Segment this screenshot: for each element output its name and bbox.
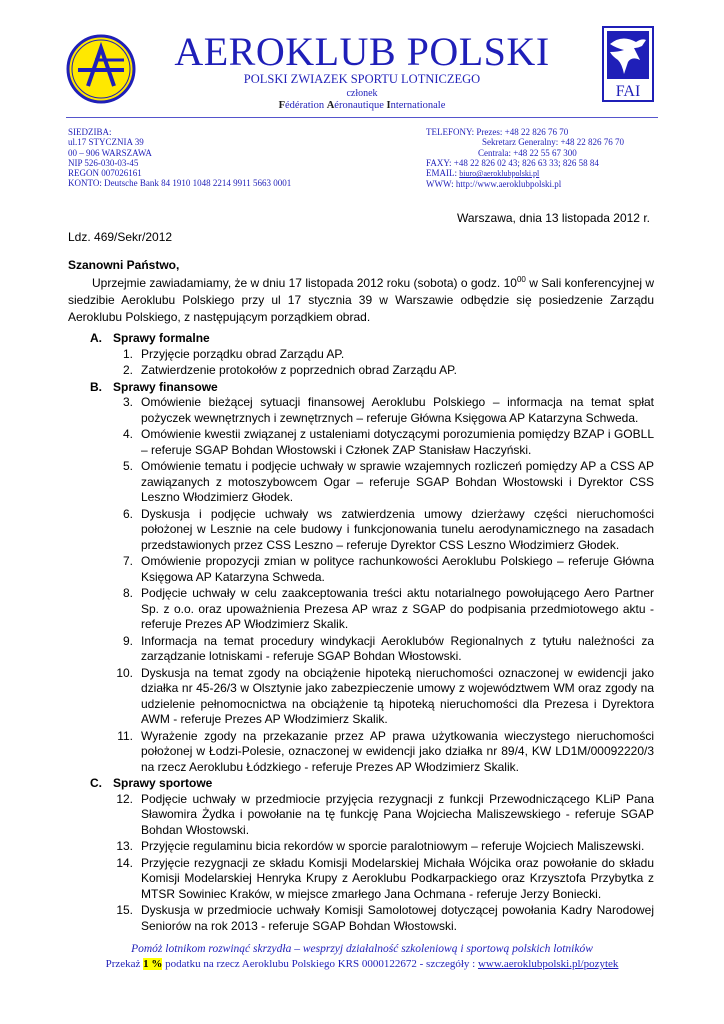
agenda-item bbox=[68, 634, 654, 665]
org-member-label: członek bbox=[346, 88, 378, 99]
item-number: 4. bbox=[122, 427, 133, 441]
section-title: Sprawy formalne bbox=[113, 331, 210, 345]
address-block bbox=[68, 127, 291, 189]
item-number: 6. bbox=[122, 506, 133, 521]
section-key: A. bbox=[90, 331, 102, 345]
org-title: AEROKLUB POLSKI bbox=[174, 29, 550, 74]
item-number: 8. bbox=[122, 586, 133, 600]
item-text: Informacja na temat procedury windykacji Aeroklubów Regionalnych z tytułu należności za zarządzanie lotniskami - referuje SGAP Bohdan Włostowski. bbox=[141, 633, 654, 663]
agenda bbox=[68, 330, 654, 935]
item-text: Dyskusja i podjęcie uchwały ws zatwierdzenia umowy dzierżawy części nieruchomości położonej w Lesznie na cele budowy i funkcjonowania tunelu aerodynamicznego na zasadach przedstawionych przez CSS Leszno – referuje Dyrektor CSS Leszno Włodzimierz Głodek. bbox=[141, 506, 654, 552]
item-text: Omówienie bieżącej sytuacji finansowej Aeroklubu Polskiego – informacja na temat spłat pożyczek wewnętrznych i zewnętrznych – referuje Główna Księgowa AP Katarzyna Schweda. bbox=[141, 395, 654, 425]
agenda-item bbox=[68, 729, 654, 776]
section-key: B. bbox=[90, 379, 102, 394]
item-number: 10. bbox=[116, 665, 133, 680]
address-line: ul.17 STYCZNIA 39 bbox=[68, 137, 144, 148]
item-number: 15. bbox=[116, 903, 133, 917]
agenda-item bbox=[68, 839, 654, 855]
section-key: C. bbox=[90, 776, 102, 790]
section-title: Sprawy finansowe bbox=[113, 379, 218, 394]
phone-president: TELEFONY: Prezes: +48 22 826 76 70 bbox=[426, 127, 569, 137]
address-line: REGON 007026161 bbox=[68, 168, 142, 179]
letter-reference: Ldz. 469/Sekr/2012 bbox=[68, 230, 173, 244]
item-number: 1. bbox=[122, 346, 133, 361]
letter-intro: Uprzejmie zawiadamiamy, że w dniu 17 listopada 2012 roku (sobota) o godz. $10^{00}$ w Sali konferencyjnej w siedzibie Aeroklubu Polskiego przy ul 17 stycznia 39 w Warszawie odbędzie się posiedzenie Zarządu Aeroklubu Polskiego, z następującym porządkiem obrad. bbox=[68, 275, 655, 324]
item-number: 7. bbox=[122, 554, 133, 568]
agenda-item bbox=[68, 427, 654, 458]
item-text: Omówienie propozycji zmian w polityce rachunkowości Aeroklubu Polskiego – referuje Główna Księgowa AP Katarzyna Schweda. bbox=[141, 554, 654, 584]
agenda-item bbox=[68, 459, 654, 506]
item-text: Omówienie kwestii związanej z ustaleniami dotyczącymi porozumienia pomiędzy BZAP i GOBLL – referuje SGAP Bohdan Włostowski i Członek ZAP Stanisław Haczyński. bbox=[141, 427, 654, 457]
item-text: Podjęcie uchwały w celu zaakceptowania treści aktu notarialnego powołującego Aero Partner Sp. z o.o. oraz upoważnienia Prezesa AP wraz z SGAP do podpisania przedmiotowego aktu - referuje Prezes AP Włodzimierz Skalik. bbox=[141, 586, 654, 631]
agenda-item bbox=[68, 586, 654, 633]
agenda-item bbox=[68, 792, 654, 839]
item-text: Przyjęcie porządku obrad Zarządu AP. bbox=[141, 346, 345, 361]
address-line: 00 – 906 WARSZAWA bbox=[68, 147, 152, 158]
footer-slogan: Pomóż lotnikom rozwinąć skrzydła – wesprzyj działalność szkoleniową i sportową polskich lotników bbox=[131, 943, 593, 955]
item-number: 5. bbox=[122, 459, 133, 473]
contact-block bbox=[426, 127, 624, 190]
fai-logo-text: FAI bbox=[615, 83, 641, 100]
agenda-item bbox=[68, 903, 654, 934]
item-number: 13. bbox=[116, 839, 133, 853]
item-text: Przyjęcie rezygnacji ze składu Komisji Modelarskiej Michała Wójcika oraz powołanie do składu Komisji Modelarskiej Henryka Krupy z Aeroklubu Podkarpackiego oraz Krzysztofa Przybytka z MTSR Sowiniec Kraków, w miejsce zmarłego Jana Ochmana - referuje Jerzy Boniecki. bbox=[141, 855, 654, 901]
address-line: NIP 526-030-03-45 bbox=[68, 157, 139, 168]
item-text: Dyskusja w przedmiocie uchwały Komisji Samolotowej dotyczącej powołania Kadry Narodowej Seniorów na rok 2013 - referuje SGAP Bohdan Włostowski. bbox=[141, 903, 654, 933]
www-line[interactable]: WWW: http://www.aeroklubpolski.pl bbox=[426, 179, 562, 190]
email-line: EMAIL: biuro@aeroklubpolski.pl bbox=[426, 168, 540, 179]
agenda-item bbox=[68, 554, 654, 585]
agenda-item bbox=[68, 395, 654, 426]
fax-numbers: FAXY: +48 22 826 02 43; 826 63 33; 826 58 84 bbox=[426, 157, 599, 168]
item-text: Omówienie tematu i podjęcie uchwały w sprawie wzajemnych rozliczeń pomiędzy AP a CSS AP zawiązanych z motoszybowcem Ogar – referuje SGAP Bohdan Włostowski i Dyrektor CSS Leszno Włodzimierz Głodek. bbox=[141, 459, 654, 504]
org-subtitle: POLSKI ZWIAZEK SPORTU LOTNICZEGO bbox=[243, 72, 481, 86]
agenda-item bbox=[68, 363, 654, 379]
agenda-item bbox=[68, 856, 654, 903]
address-line: SIEDZIBA: bbox=[68, 127, 112, 137]
phone-secretary: Sekretarz Generalny: +48 22 826 76 70 bbox=[482, 137, 625, 148]
agenda-item bbox=[68, 347, 654, 363]
item-text: Zatwierdzenie protokołów z poprzednich obrad Zarządu AP. bbox=[141, 363, 457, 377]
item-number: 12. bbox=[116, 791, 133, 806]
agenda-item bbox=[68, 666, 654, 728]
item-number: 2. bbox=[122, 363, 133, 377]
letter-greeting: Szanowni Państwo, bbox=[68, 258, 180, 272]
agenda-section bbox=[68, 776, 654, 792]
item-text: Dyskusja na temat zgody na obciążenie hipoteką nieruchomości oznaczonej w ewidencji jako działka nr 45-26/3 w Olsztynie jako zabezpieczenie umowy z województwem WM oraz zgody na udzielenie pełnomocnictwa na obciążenie tą hipoteką nieruchomości dla Prezesa i Dyrektora AWM - referuje Prezes AP Włodzimierz Skalik. bbox=[141, 665, 654, 726]
agenda-section bbox=[68, 380, 654, 396]
item-number: 3. bbox=[122, 395, 133, 409]
agenda-section bbox=[68, 331, 654, 347]
item-number: 11. bbox=[117, 728, 133, 743]
item-number: 14. bbox=[116, 855, 133, 870]
donation-link[interactable]: www.aeroklubpolski.pl/pozytek bbox=[477, 958, 619, 970]
item-text: Przyjęcie regulaminu bicia rekordów w sporcie paralotniowym – referuje Wojciech Maliszewski. bbox=[141, 839, 645, 853]
phone-central: Centrala: +48 22 55 67 300 bbox=[478, 147, 577, 158]
item-number: 9. bbox=[122, 633, 133, 648]
item-text: Wyrażenie zgody na przekazanie przez AP prawa użytkowania wieczystego nieruchomości położonej w Łodzi-Polesie, oznaczonej w ewidencji jako działka nr 89/4, KW LD1M/00092220/3 na rzecz Aeroklubu Łódzkiego - referuje Prezes AP Włodzimierz Skalik. bbox=[141, 728, 654, 774]
donation-percent: 1 % bbox=[143, 958, 163, 970]
org-fai-line: Fédération Aéronautique Internationale bbox=[278, 100, 446, 111]
footer-donation: Przekaż 1 % podatku na rzecz Aeroklubu Polskiego KRS 0000122672 - szczegóły : www.aeroklubpolski.pl/pozytek bbox=[105, 958, 619, 970]
letter-date: Warszawa, dnia 13 listopada 2012 r. bbox=[456, 211, 650, 225]
item-text: Podjęcie uchwały w przedmiocie przyjęcia rezygnacji z funkcji Przewodniczącego KLiP Pana Sławomira Żydka i powołanie na tę funkcję Pana Wojciecha Maliszewskiego - referuje SGAP Bohdan Włostowski. bbox=[141, 791, 654, 837]
header-divider bbox=[66, 117, 658, 118]
bank-account: KONTO: Deutsche Bank 84 1910 1048 2214 9911 5663 0001 bbox=[68, 178, 292, 189]
agenda-item bbox=[68, 507, 654, 554]
section-title: Sprawy sportowe bbox=[113, 776, 213, 790]
email-link[interactable]: biuro@aeroklubpolski.pl bbox=[459, 169, 540, 179]
